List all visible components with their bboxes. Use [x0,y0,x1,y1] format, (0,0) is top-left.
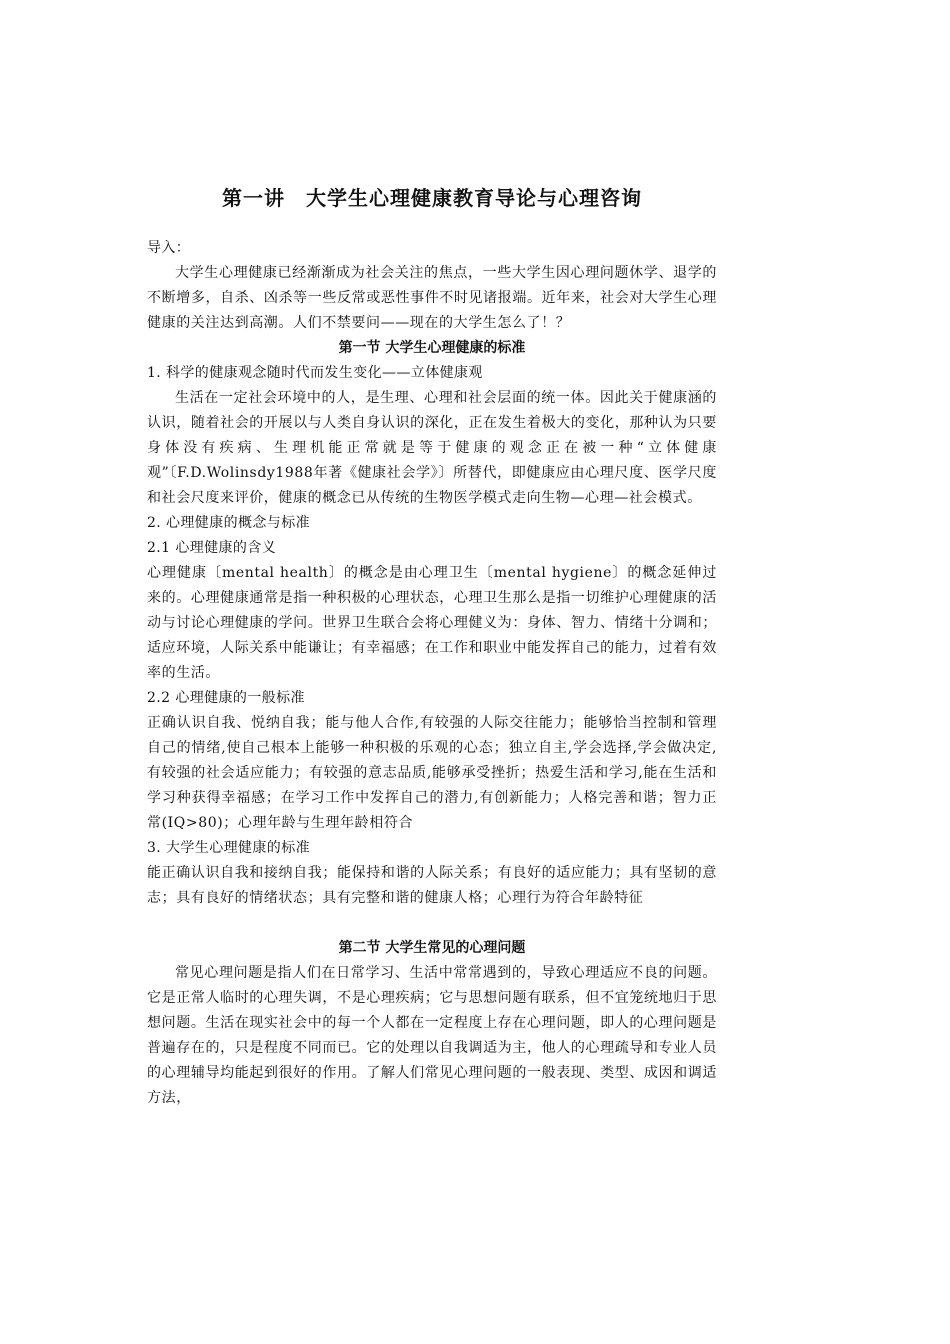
item-2-2-heading: 2.2 心理健康的一般标准 [147,690,305,706]
item-1-paragraph: 生活在一定社会环境中的人，是生理、心理和社会层面的统一体。因此关于健康涵的认识，随着社会的开展以与人类自身认识的深化，正在发生着极大的变化，那种认为只要身体没有疾病、生理机能正常就是等于健康的观念正在被一种“立体健康观”〔F.D.Wolinsdy1988年著《健康社会学》〕所替代，即健康应由心理尺度、医学尺度和社会尺度来评价，健康的概念已从传统的生物医学模式走向生物—心理—社会模式。 [147,390,717,506]
document-body [147,178,717,1111]
section-2-paragraph: 常见心理问题是指人们在日常学习、生活中常常遇到的，导致心理适应不良的问题。它是正常人临时的心理失调，不是心理疾病；它与思想问题有联系，但不宜笼统地归于思想问题。生活在现实社会中的每一个人都在一定程度上存在心理问题，即人的心理问题是普遍存在的，只是程度不同而已。它的处理以自我调适为主，他人的心理疏导和专业人员的心理辅导均能起到很好的作用。了解人们常见心理问题的一般表现、类型、成因和调适方法， [147,965,717,1106]
intro-paragraph: 大学生心理健康已经渐渐成为社会关注的焦点，一些大学生因心理问题休学、退学的不断增多，自杀、凶杀等一些反常或恶性事件不时见诸报端。近年来，社会对大学生心理健康的关注达到高潮。人们不禁要问——现在的大学生怎么了！？ [147,265,717,331]
intro-label: 导入： [147,240,191,256]
section-1-title: 第一节 大学生心理健康的标准 [338,340,526,356]
item-2-heading: 2. 心理健康的概念与标准 [147,515,311,531]
item-2-2-paragraph: 正确认识自我、悦纳自我；能与他人合作,有较强的人际交往能力；能够恰当控制和管理自己的情绪,使自己根本上能够一种积极的乐观的心态；独立自主,学会选择,学会做决定,有较强的社会适应能力；有较强的意志品质,能够承受挫折；热爱生活和学习,能在生活和学习种获得幸福感；在学习工作中发挥自己的潜力,有创新能力；人格完善和谐；智力正常(IQ>80)；心理年龄与生理年龄相符合 [147,715,717,831]
item-3-paragraph: 能正确认识自我和接纳自我；能保持和谐的人际关系；有良好的适应能力；具有坚韧的意志；具有良好的情绪状态；具有完整和谐的健康人格；心理行为符合年龄特征 [147,865,717,906]
item-2-1-heading: 2.1 心理健康的含义 [147,540,277,556]
item-3-heading: 3. 大学生心理健康的标准 [147,840,311,856]
section-spacer [147,911,717,936]
item-1-heading: 1. 科学的健康观念随时代而发生变化——立体健康观 [147,365,483,381]
item-2-1-paragraph: 心理健康〔mental health〕的概念是由心理卫生〔mental hygiene〕的概念延伸过来的。心理健康通常是指一种积极的心理状态，心理卫生那么是指一切维护心理健康的活动与讨论心理健康的学问。世界卫生联合会将心理健义为：身体、智力、情绪十分调和；适应环境，人际关系中能谦让；有幸福感；在工作和职业中能发挥自己的能力，过着有效率的生活。 [147,565,717,681]
section-2-title: 第二节 大学生常见的心理问题 [338,940,526,956]
document-title: 第一讲 大学生心理健康教育导论与心理咨询 [222,186,642,210]
